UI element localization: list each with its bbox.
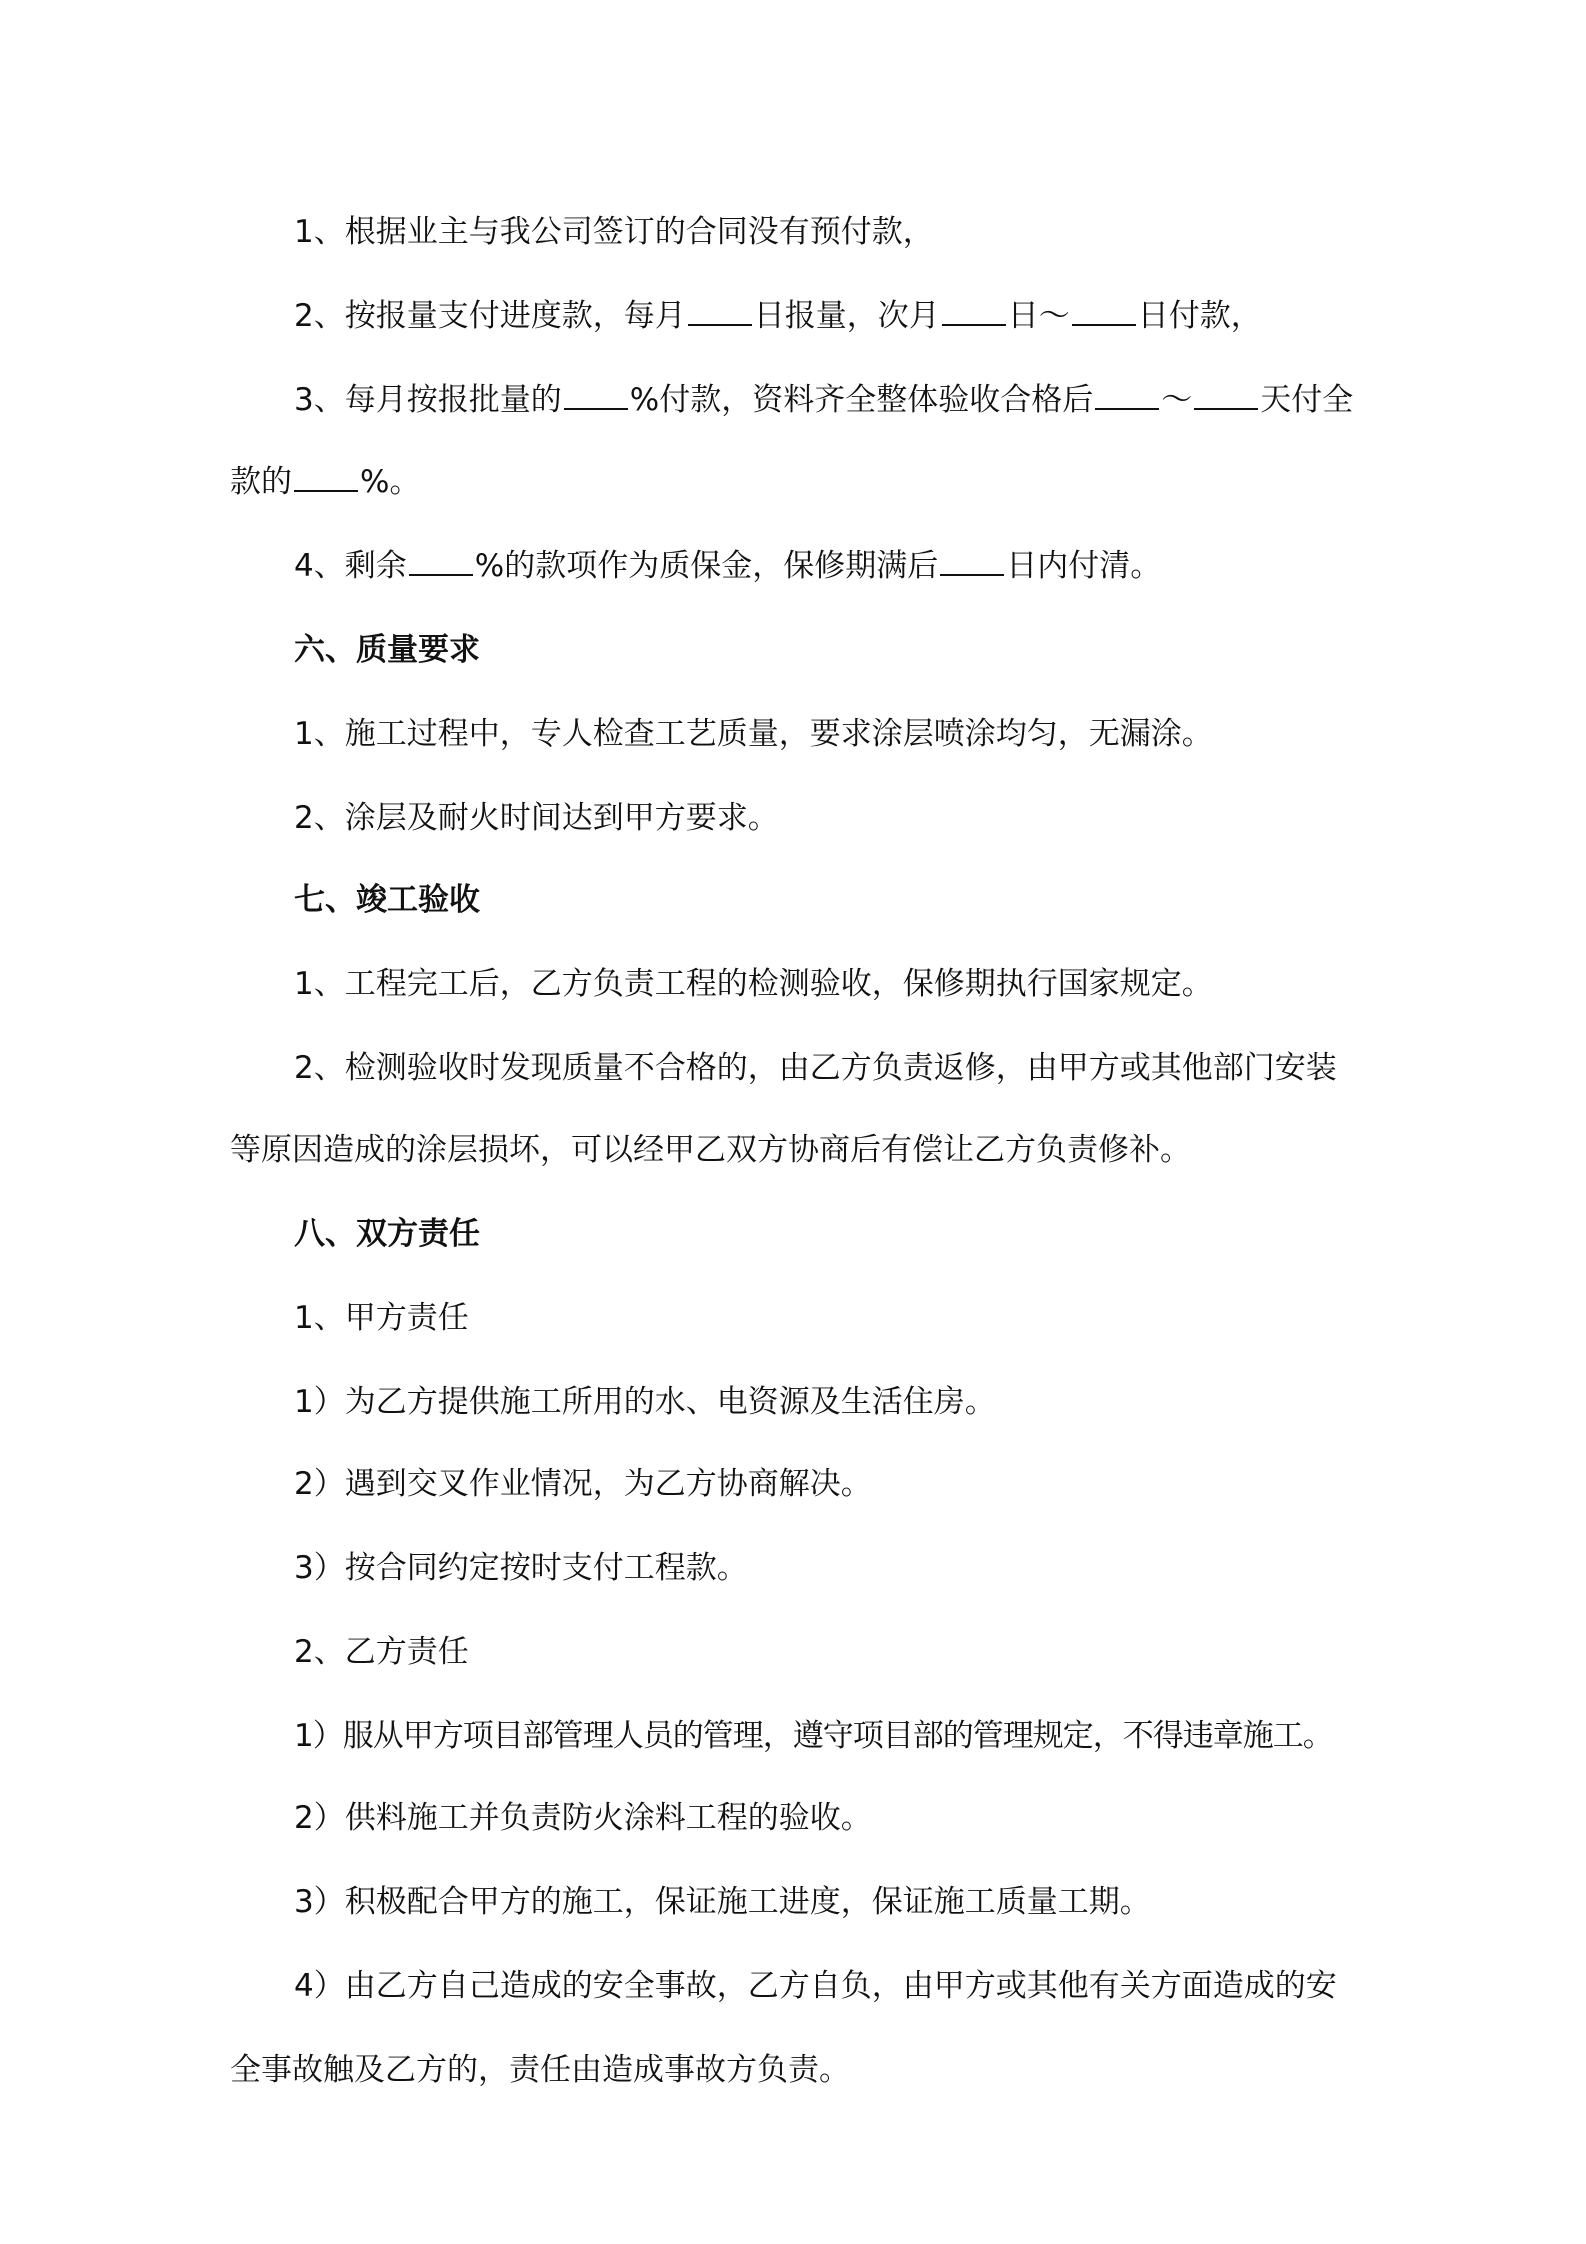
blank-field — [1194, 382, 1258, 410]
payment-item-1 — [294, 212, 1380, 252]
text: 3、每月按报批量的 — [294, 382, 562, 418]
acceptance-item-1: 1、工程完工后，乙方负责工程的检测验收，保修期执行国家规定。 — [294, 966, 1213, 1002]
blank-field — [564, 382, 628, 410]
blank-field — [688, 298, 752, 326]
party-a-item-3: 3）按合同约定按时支付工程款。 — [294, 1550, 748, 1586]
text: 日～ — [1007, 298, 1070, 334]
party-b-item-1: 1）服从甲方项目部管理人员的管理，遵守项目部的管理规定，不得违章施工。 — [294, 1718, 1333, 1754]
text: 1、根据业主与我公司签订的合同没有预付款， — [294, 214, 934, 250]
quality-item-1: 1、施工过程中，专人检查工艺质量，要求涂层喷涂均匀，无漏涂。 — [294, 716, 1213, 752]
party-a-item-1: 1）为乙方提供施工所用的水、电资源及生活住房。 — [294, 1384, 996, 1420]
party-b-item-2: 2）供料施工并负责防火涂料工程的验收。 — [294, 1800, 872, 1836]
text: 日付款， — [1137, 298, 1262, 334]
blank-field — [942, 298, 1006, 326]
blank-field — [409, 548, 473, 576]
text: ～ — [1161, 382, 1193, 418]
text: %。 — [360, 464, 421, 500]
payment-item-3-cont — [230, 462, 1380, 502]
text: %的款项作为质保金，保修期满后 — [474, 548, 939, 584]
text: 日内付清。 — [1006, 548, 1162, 584]
party-b-item-4: 4）由乙方自己造成的安全事故，乙方自负，由甲方或其他有关方面造成的安 — [294, 1968, 1337, 2004]
payment-item-4 — [294, 546, 1380, 586]
party-a-item-2: 2）遇到交叉作业情况，为乙方协商解决。 — [294, 1466, 872, 1502]
section-heading-quality: 六、质量要求 — [294, 632, 480, 668]
section-heading-responsibilities: 八、双方责任 — [294, 1216, 480, 1252]
acceptance-item-2: 2、检测验收时发现质量不合格的，由乙方负责返修，由甲方或其他部门安装 — [294, 1050, 1337, 1086]
text: 天付全 — [1260, 382, 1354, 418]
text: 4、剩余 — [294, 548, 407, 584]
party-a-heading: 1、甲方责任 — [294, 1300, 469, 1336]
section-heading-acceptance: 七、竣工验收 — [294, 882, 480, 918]
payment-item-3 — [294, 380, 1380, 420]
payment-item-2 — [294, 296, 1380, 336]
party-b-item-4-cont: 全事故触及乙方的，责任由造成事故方负责。 — [230, 2052, 850, 2088]
text: 款的 — [230, 464, 292, 500]
text: %付款，资料齐全整体验收合格后 — [629, 382, 1094, 418]
blank-field — [294, 464, 358, 492]
quality-item-2: 2、涂层及耐火时间达到甲方要求。 — [294, 800, 779, 836]
text: 日报量，次月 — [753, 298, 940, 334]
blank-field — [1095, 382, 1159, 410]
text: 2、按报量支付进度款，每月 — [294, 298, 686, 334]
blank-field — [940, 548, 1004, 576]
acceptance-item-2-cont: 等原因造成的涂层损坏，可以经甲乙双方协商后有偿让乙方负责修补。 — [230, 1132, 1191, 1168]
blank-field — [1072, 298, 1136, 326]
party-b-heading: 2、乙方责任 — [294, 1634, 469, 1670]
party-b-item-3: 3）积极配合甲方的施工，保证施工进度，保证施工质量工期。 — [294, 1884, 1151, 1920]
